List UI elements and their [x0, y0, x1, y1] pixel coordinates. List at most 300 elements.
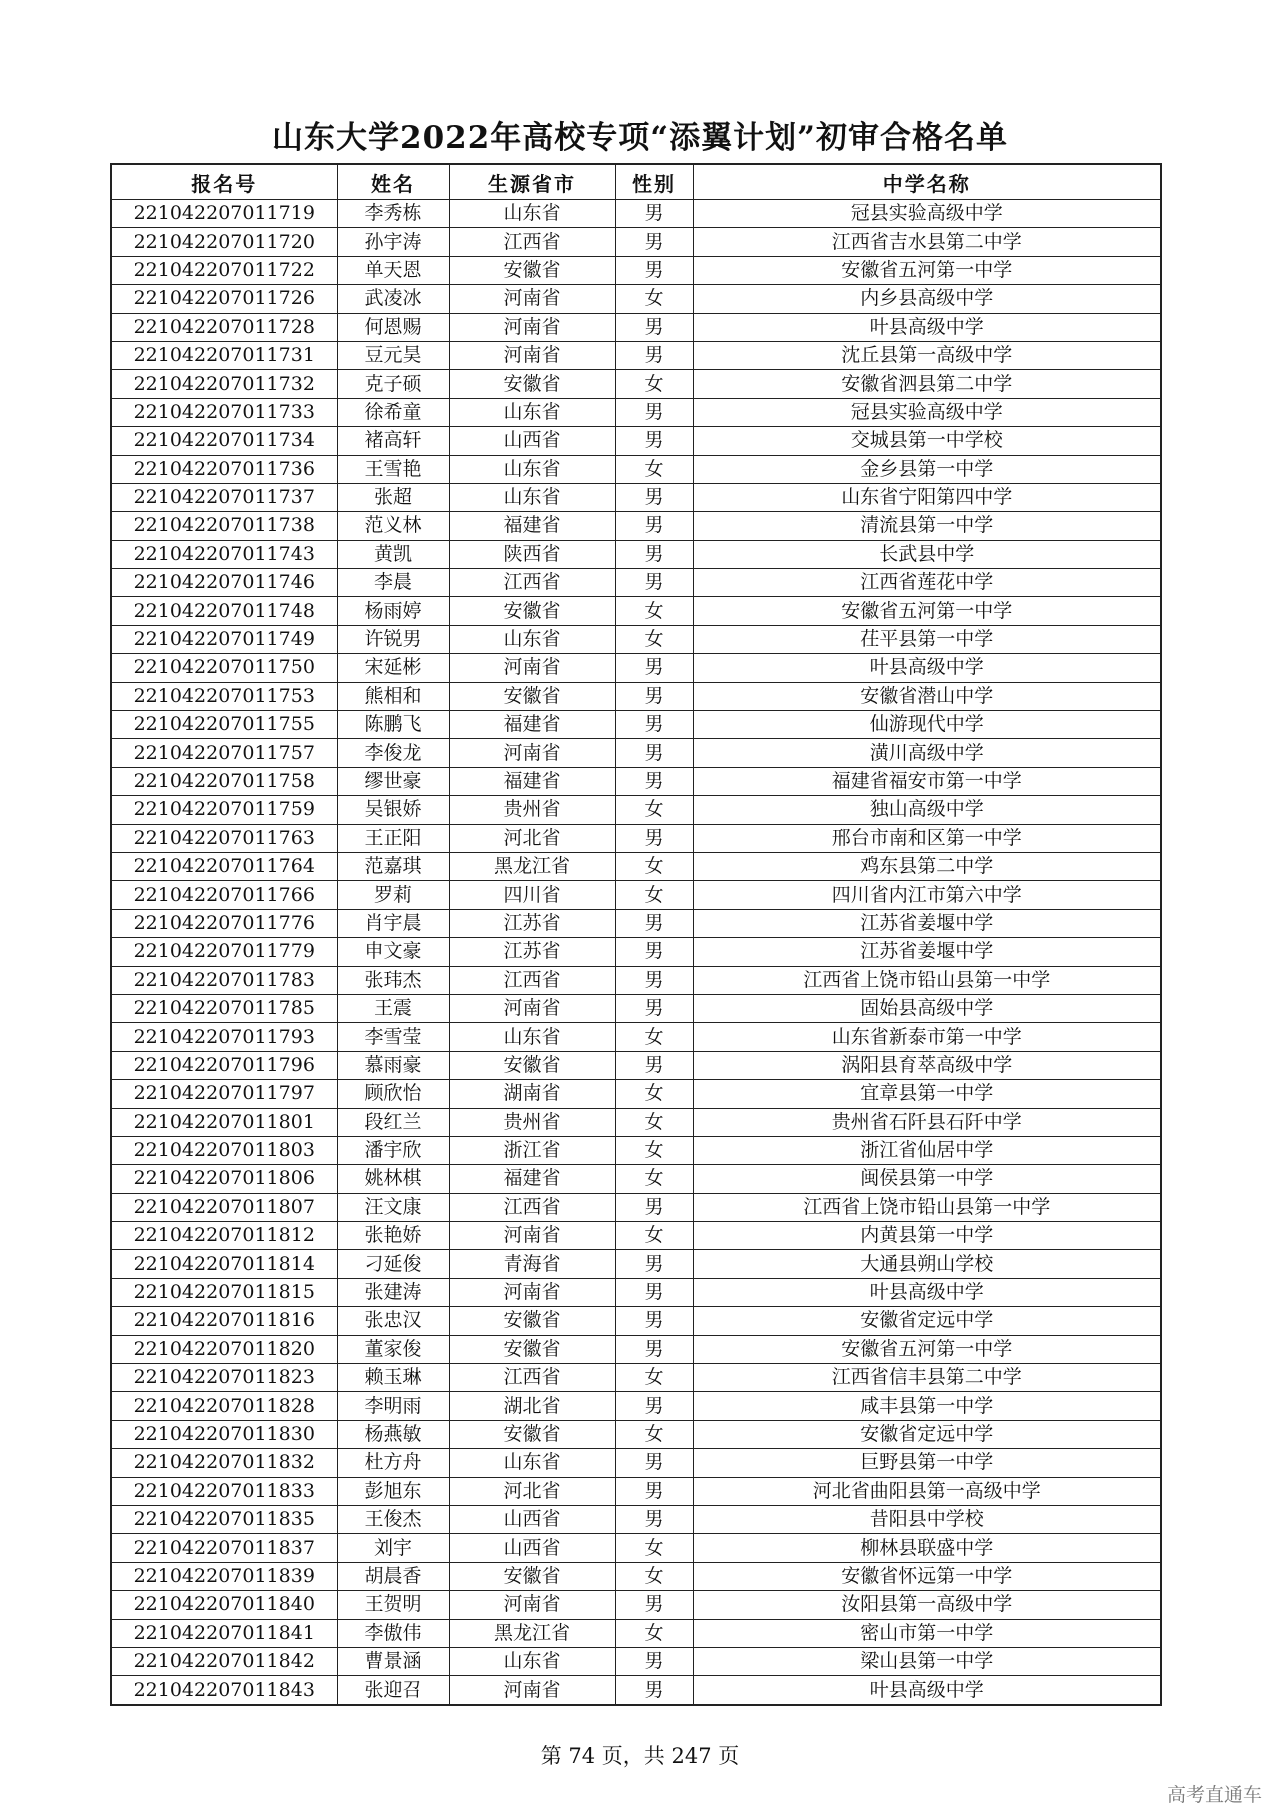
table-body [111, 200, 1161, 1705]
school-name-cell: 江西省上饶市铅山县第一中学 [693, 1193, 1161, 1221]
school-name-cell: 巨野县第一中学 [693, 1449, 1161, 1477]
registration-number-cell: 221042207011812 [111, 1222, 337, 1250]
registration-number-cell: 221042207011764 [111, 852, 337, 880]
province-cell: 河南省 [449, 994, 615, 1022]
province-cell: 河南省 [449, 341, 615, 369]
table-row [111, 313, 1161, 341]
school-name-cell: 冠县实验高级中学 [693, 398, 1161, 426]
registration-number-cell: 221042207011737 [111, 483, 337, 511]
table-row [111, 1278, 1161, 1306]
name-cell: 董家俊 [337, 1335, 449, 1363]
table-header-row [111, 164, 1161, 200]
table-row [111, 455, 1161, 483]
registration-number-cell: 221042207011776 [111, 909, 337, 937]
name-cell: 刘宇 [337, 1534, 449, 1562]
name-cell: 段红兰 [337, 1108, 449, 1136]
name-cell: 汪文康 [337, 1193, 449, 1221]
school-name-cell: 闽侯县第一中学 [693, 1165, 1161, 1193]
province-cell: 江西省 [449, 228, 615, 256]
name-cell: 罗莉 [337, 881, 449, 909]
registration-number-cell: 221042207011783 [111, 966, 337, 994]
name-cell: 李明雨 [337, 1392, 449, 1420]
table-row [111, 1136, 1161, 1164]
gender-cell: 男 [615, 654, 693, 682]
gender-cell: 男 [615, 1647, 693, 1675]
province-cell: 安徽省 [449, 256, 615, 284]
province-cell: 山东省 [449, 1647, 615, 1675]
school-name-cell: 叶县高级中学 [693, 313, 1161, 341]
gender-cell: 男 [615, 767, 693, 795]
province-cell: 黑龙江省 [449, 852, 615, 880]
name-cell: 杨燕敏 [337, 1420, 449, 1448]
province-cell: 河南省 [449, 313, 615, 341]
table-row [111, 1051, 1161, 1079]
table-row [111, 483, 1161, 511]
registration-number-cell: 221042207011820 [111, 1335, 337, 1363]
province-cell: 河南省 [449, 1591, 615, 1619]
registration-number-cell: 221042207011806 [111, 1165, 337, 1193]
school-name-cell: 安徽省五河第一中学 [693, 1335, 1161, 1363]
gender-cell: 女 [615, 597, 693, 625]
name-cell: 张建涛 [337, 1278, 449, 1306]
gender-cell: 女 [615, 1108, 693, 1136]
province-cell: 山东省 [449, 483, 615, 511]
school-name-cell: 江西省吉水县第二中学 [693, 228, 1161, 256]
name-cell: 彭旭东 [337, 1477, 449, 1505]
registration-number-cell: 221042207011763 [111, 824, 337, 852]
registration-number-cell: 221042207011753 [111, 682, 337, 710]
table-row [111, 1505, 1161, 1533]
table-row [111, 540, 1161, 568]
gender-cell: 男 [615, 1676, 693, 1705]
name-cell: 赖玉琳 [337, 1364, 449, 1392]
gender-cell: 男 [615, 1250, 693, 1278]
province-cell: 贵州省 [449, 1108, 615, 1136]
name-cell: 陈鹏飞 [337, 711, 449, 739]
province-cell: 福建省 [449, 711, 615, 739]
table-row [111, 1647, 1161, 1675]
registration-number-cell: 221042207011732 [111, 370, 337, 398]
gender-cell: 男 [615, 341, 693, 369]
table-row [111, 1477, 1161, 1505]
name-cell: 潘宇欣 [337, 1136, 449, 1164]
name-cell: 胡晨香 [337, 1562, 449, 1590]
gender-cell: 女 [615, 1364, 693, 1392]
registration-number-cell: 221042207011785 [111, 994, 337, 1022]
registration-number-cell: 221042207011734 [111, 427, 337, 455]
province-cell: 河南省 [449, 1222, 615, 1250]
registration-number-cell: 221042207011842 [111, 1647, 337, 1675]
province-cell: 安徽省 [449, 597, 615, 625]
school-name-cell: 安徽省五河第一中学 [693, 597, 1161, 625]
gender-cell: 女 [615, 455, 693, 483]
registration-number-cell: 221042207011748 [111, 597, 337, 625]
name-cell: 孙宇涛 [337, 228, 449, 256]
table-row [111, 767, 1161, 795]
registration-number-cell: 221042207011833 [111, 1477, 337, 1505]
registration-number-cell: 221042207011755 [111, 711, 337, 739]
name-cell: 范义林 [337, 512, 449, 540]
name-cell: 熊相和 [337, 682, 449, 710]
page-number: 第 74 页，共 247 页 [540, 1744, 740, 1768]
province-cell: 安徽省 [449, 1307, 615, 1335]
header-province: 生源省市 [449, 164, 615, 200]
gender-cell: 女 [615, 1080, 693, 1108]
table-row [111, 1108, 1161, 1136]
province-cell: 河北省 [449, 824, 615, 852]
name-cell: 李俊龙 [337, 739, 449, 767]
province-cell: 安徽省 [449, 1335, 615, 1363]
table-row [111, 881, 1161, 909]
province-cell: 山东省 [449, 1449, 615, 1477]
applicant-table [110, 163, 1162, 1706]
gender-cell: 女 [615, 852, 693, 880]
registration-number-cell: 221042207011837 [111, 1534, 337, 1562]
school-name-cell: 潢川高级中学 [693, 739, 1161, 767]
school-name-cell: 金乡县第一中学 [693, 455, 1161, 483]
table-row [111, 654, 1161, 682]
name-cell: 姚林棋 [337, 1165, 449, 1193]
table-row [111, 1449, 1161, 1477]
table-row [111, 512, 1161, 540]
province-cell: 河南省 [449, 739, 615, 767]
province-cell: 黑龙江省 [449, 1619, 615, 1647]
school-name-cell: 河北省曲阳县第一高级中学 [693, 1477, 1161, 1505]
province-cell: 山东省 [449, 1023, 615, 1051]
name-cell: 张迎召 [337, 1676, 449, 1705]
table-row [111, 256, 1161, 284]
registration-number-cell: 221042207011736 [111, 455, 337, 483]
gender-cell: 男 [615, 1335, 693, 1363]
gender-cell: 男 [615, 1477, 693, 1505]
school-name-cell: 仙游现代中学 [693, 711, 1161, 739]
gender-cell: 男 [615, 1505, 693, 1533]
gender-cell: 女 [615, 796, 693, 824]
header-gender: 性别 [615, 164, 693, 200]
registration-number-cell: 221042207011828 [111, 1392, 337, 1420]
gender-cell: 男 [615, 228, 693, 256]
table-row [111, 427, 1161, 455]
province-cell: 山东省 [449, 398, 615, 426]
province-cell: 河南省 [449, 1676, 615, 1705]
table-row [111, 1250, 1161, 1278]
school-name-cell: 汝阳县第一高级中学 [693, 1591, 1161, 1619]
province-cell: 安徽省 [449, 1051, 615, 1079]
gender-cell: 女 [615, 1136, 693, 1164]
registration-number-cell: 221042207011728 [111, 313, 337, 341]
table-row [111, 1335, 1161, 1363]
province-cell: 山西省 [449, 427, 615, 455]
gender-cell: 男 [615, 569, 693, 597]
name-cell: 王俊杰 [337, 1505, 449, 1533]
gender-cell: 男 [615, 398, 693, 426]
registration-number-cell: 221042207011840 [111, 1591, 337, 1619]
gender-cell: 男 [615, 909, 693, 937]
registration-number-cell: 221042207011816 [111, 1307, 337, 1335]
name-cell: 范嘉琪 [337, 852, 449, 880]
gender-cell: 男 [615, 711, 693, 739]
table-row [111, 625, 1161, 653]
province-cell: 江西省 [449, 1364, 615, 1392]
table-row [111, 1307, 1161, 1335]
province-cell: 湖北省 [449, 1392, 615, 1420]
province-cell: 河南省 [449, 654, 615, 682]
registration-number-cell: 221042207011801 [111, 1108, 337, 1136]
table-row [111, 1364, 1161, 1392]
registration-number-cell: 221042207011719 [111, 200, 337, 228]
school-name-cell: 梁山县第一中学 [693, 1647, 1161, 1675]
name-cell: 黄凯 [337, 540, 449, 568]
table-row [111, 711, 1161, 739]
table-row [111, 938, 1161, 966]
table-row [111, 1534, 1161, 1562]
name-cell: 张超 [337, 483, 449, 511]
school-name-cell: 独山高级中学 [693, 796, 1161, 824]
registration-number-cell: 221042207011720 [111, 228, 337, 256]
name-cell: 宋延彬 [337, 654, 449, 682]
name-cell: 申文豪 [337, 938, 449, 966]
header-registration-number: 报名号 [111, 164, 337, 200]
table-row [111, 1193, 1161, 1221]
province-cell: 江西省 [449, 1193, 615, 1221]
school-name-cell: 叶县高级中学 [693, 1676, 1161, 1705]
name-cell: 李秀栋 [337, 200, 449, 228]
school-name-cell: 山东省新泰市第一中学 [693, 1023, 1161, 1051]
school-name-cell: 叶县高级中学 [693, 1278, 1161, 1306]
school-name-cell: 固始县高级中学 [693, 994, 1161, 1022]
registration-number-cell: 221042207011830 [111, 1420, 337, 1448]
gender-cell: 男 [615, 512, 693, 540]
province-cell: 江苏省 [449, 909, 615, 937]
school-name-cell: 江西省上饶市铅山县第一中学 [693, 966, 1161, 994]
province-cell: 福建省 [449, 1165, 615, 1193]
name-cell: 克子硕 [337, 370, 449, 398]
registration-number-cell: 221042207011814 [111, 1250, 337, 1278]
registration-number-cell: 221042207011746 [111, 569, 337, 597]
name-cell: 武凌冰 [337, 285, 449, 313]
province-cell: 山东省 [449, 455, 615, 483]
table-row [111, 1023, 1161, 1051]
school-name-cell: 安徽省泗县第二中学 [693, 370, 1161, 398]
table-row [111, 597, 1161, 625]
gender-cell: 男 [615, 824, 693, 852]
table-row [111, 739, 1161, 767]
registration-number-cell: 221042207011796 [111, 1051, 337, 1079]
gender-cell: 男 [615, 313, 693, 341]
gender-cell: 男 [615, 1278, 693, 1306]
school-name-cell: 内黄县第一中学 [693, 1222, 1161, 1250]
name-cell: 杨雨婷 [337, 597, 449, 625]
gender-cell: 男 [615, 1591, 693, 1619]
table-row [111, 398, 1161, 426]
table-row [111, 824, 1161, 852]
school-name-cell: 安徽省定远中学 [693, 1307, 1161, 1335]
school-name-cell: 贵州省石阡县石阡中学 [693, 1108, 1161, 1136]
name-cell: 杜方舟 [337, 1449, 449, 1477]
name-cell: 豆元昊 [337, 341, 449, 369]
registration-number-cell: 221042207011766 [111, 881, 337, 909]
name-cell: 张艳娇 [337, 1222, 449, 1250]
table-row [111, 1562, 1161, 1590]
table-row [111, 228, 1161, 256]
registration-number-cell: 221042207011835 [111, 1505, 337, 1533]
province-cell: 安徽省 [449, 682, 615, 710]
province-cell: 河南省 [449, 1278, 615, 1306]
school-name-cell: 大通县朔山学校 [693, 1250, 1161, 1278]
watermark: 高考直通车 [1166, 1784, 1262, 1806]
name-cell: 刁延俊 [337, 1250, 449, 1278]
province-cell: 山东省 [449, 625, 615, 653]
name-cell: 王正阳 [337, 824, 449, 852]
school-name-cell: 柳林县联盛中学 [693, 1534, 1161, 1562]
gender-cell: 女 [615, 1165, 693, 1193]
table-row [111, 1676, 1161, 1705]
registration-number-cell: 221042207011839 [111, 1562, 337, 1590]
name-cell: 李晨 [337, 569, 449, 597]
name-cell: 褚高轩 [337, 427, 449, 455]
table-row [111, 1392, 1161, 1420]
school-name-cell: 安徽省怀远第一中学 [693, 1562, 1161, 1590]
province-cell: 山西省 [449, 1505, 615, 1533]
table-row [111, 200, 1161, 228]
gender-cell: 男 [615, 739, 693, 767]
gender-cell: 男 [615, 1051, 693, 1079]
table-row [111, 852, 1161, 880]
gender-cell: 女 [615, 1222, 693, 1250]
document-title: 山东大学2022年高校专项“添翼计划”初审合格名单 [272, 120, 1008, 156]
table-row [111, 370, 1161, 398]
school-name-cell: 叶县高级中学 [693, 654, 1161, 682]
table-row [111, 966, 1161, 994]
province-cell: 安徽省 [449, 370, 615, 398]
name-cell: 张玮杰 [337, 966, 449, 994]
gender-cell: 女 [615, 370, 693, 398]
registration-number-cell: 221042207011743 [111, 540, 337, 568]
registration-number-cell: 221042207011731 [111, 341, 337, 369]
school-name-cell: 安徽省潜山中学 [693, 682, 1161, 710]
table-row [111, 1222, 1161, 1250]
name-cell: 何恩赐 [337, 313, 449, 341]
school-name-cell: 咸丰县第一中学 [693, 1392, 1161, 1420]
registration-number-cell: 221042207011841 [111, 1619, 337, 1647]
school-name-cell: 山东省宁阳第四中学 [693, 483, 1161, 511]
province-cell: 江苏省 [449, 938, 615, 966]
registration-number-cell: 221042207011807 [111, 1193, 337, 1221]
table-row [111, 285, 1161, 313]
table-row [111, 682, 1161, 710]
school-name-cell: 江西省信丰县第二中学 [693, 1364, 1161, 1392]
registration-number-cell: 221042207011832 [111, 1449, 337, 1477]
gender-cell: 女 [615, 625, 693, 653]
gender-cell: 女 [615, 1562, 693, 1590]
registration-number-cell: 221042207011750 [111, 654, 337, 682]
school-name-cell: 鸡东县第二中学 [693, 852, 1161, 880]
province-cell: 福建省 [449, 512, 615, 540]
school-name-cell: 密山市第一中学 [693, 1619, 1161, 1647]
name-cell: 李傲伟 [337, 1619, 449, 1647]
gender-cell: 女 [615, 1534, 693, 1562]
table-row [111, 569, 1161, 597]
province-cell: 安徽省 [449, 1420, 615, 1448]
table-row [111, 341, 1161, 369]
table-row [111, 909, 1161, 937]
school-name-cell: 茌平县第一中学 [693, 625, 1161, 653]
name-cell: 吴银娇 [337, 796, 449, 824]
province-cell: 山西省 [449, 1534, 615, 1562]
province-cell: 福建省 [449, 767, 615, 795]
school-name-cell: 长武县中学 [693, 540, 1161, 568]
province-cell: 青海省 [449, 1250, 615, 1278]
name-cell: 张忠汉 [337, 1307, 449, 1335]
registration-number-cell: 221042207011815 [111, 1278, 337, 1306]
table-row [111, 1165, 1161, 1193]
school-name-cell: 涡阳县育萃高级中学 [693, 1051, 1161, 1079]
province-cell: 湖南省 [449, 1080, 615, 1108]
school-name-cell: 福建省福安市第一中学 [693, 767, 1161, 795]
school-name-cell: 交城县第一中学校 [693, 427, 1161, 455]
gender-cell: 男 [615, 1307, 693, 1335]
gender-cell: 女 [615, 1023, 693, 1051]
registration-number-cell: 221042207011726 [111, 285, 337, 313]
gender-cell: 男 [615, 256, 693, 284]
province-cell: 河北省 [449, 1477, 615, 1505]
school-name-cell: 江西省莲花中学 [693, 569, 1161, 597]
province-cell: 浙江省 [449, 1136, 615, 1164]
province-cell: 安徽省 [449, 1562, 615, 1590]
school-name-cell: 沈丘县第一高级中学 [693, 341, 1161, 369]
school-name-cell: 昔阳县中学校 [693, 1505, 1161, 1533]
gender-cell: 男 [615, 1193, 693, 1221]
school-name-cell: 浙江省仙居中学 [693, 1136, 1161, 1164]
school-name-cell: 江苏省姜堰中学 [693, 909, 1161, 937]
province-cell: 贵州省 [449, 796, 615, 824]
school-name-cell: 宜章县第一中学 [693, 1080, 1161, 1108]
gender-cell: 女 [615, 881, 693, 909]
registration-number-cell: 221042207011823 [111, 1364, 337, 1392]
gender-cell: 女 [615, 285, 693, 313]
gender-cell: 男 [615, 427, 693, 455]
name-cell: 慕雨豪 [337, 1051, 449, 1079]
school-name-cell: 四川省内江市第六中学 [693, 881, 1161, 909]
registration-number-cell: 221042207011803 [111, 1136, 337, 1164]
gender-cell: 男 [615, 540, 693, 568]
registration-number-cell: 221042207011749 [111, 625, 337, 653]
name-cell: 顾欣怡 [337, 1080, 449, 1108]
header-school-name: 中学名称 [693, 164, 1161, 200]
registration-number-cell: 221042207011733 [111, 398, 337, 426]
gender-cell: 男 [615, 200, 693, 228]
province-cell: 江西省 [449, 966, 615, 994]
table-row [111, 796, 1161, 824]
gender-cell: 男 [615, 994, 693, 1022]
name-cell: 缪世豪 [337, 767, 449, 795]
province-cell: 陕西省 [449, 540, 615, 568]
name-cell: 肖宇晨 [337, 909, 449, 937]
school-name-cell: 内乡县高级中学 [693, 285, 1161, 313]
gender-cell: 女 [615, 1420, 693, 1448]
province-cell: 河南省 [449, 285, 615, 313]
table-row [111, 1619, 1161, 1647]
registration-number-cell: 221042207011793 [111, 1023, 337, 1051]
registration-number-cell: 221042207011738 [111, 512, 337, 540]
province-cell: 山东省 [449, 200, 615, 228]
table-row [111, 1080, 1161, 1108]
table-row [111, 1420, 1161, 1448]
school-name-cell: 安徽省五河第一中学 [693, 256, 1161, 284]
school-name-cell: 清流县第一中学 [693, 512, 1161, 540]
registration-number-cell: 221042207011779 [111, 938, 337, 966]
header-name: 姓名 [337, 164, 449, 200]
